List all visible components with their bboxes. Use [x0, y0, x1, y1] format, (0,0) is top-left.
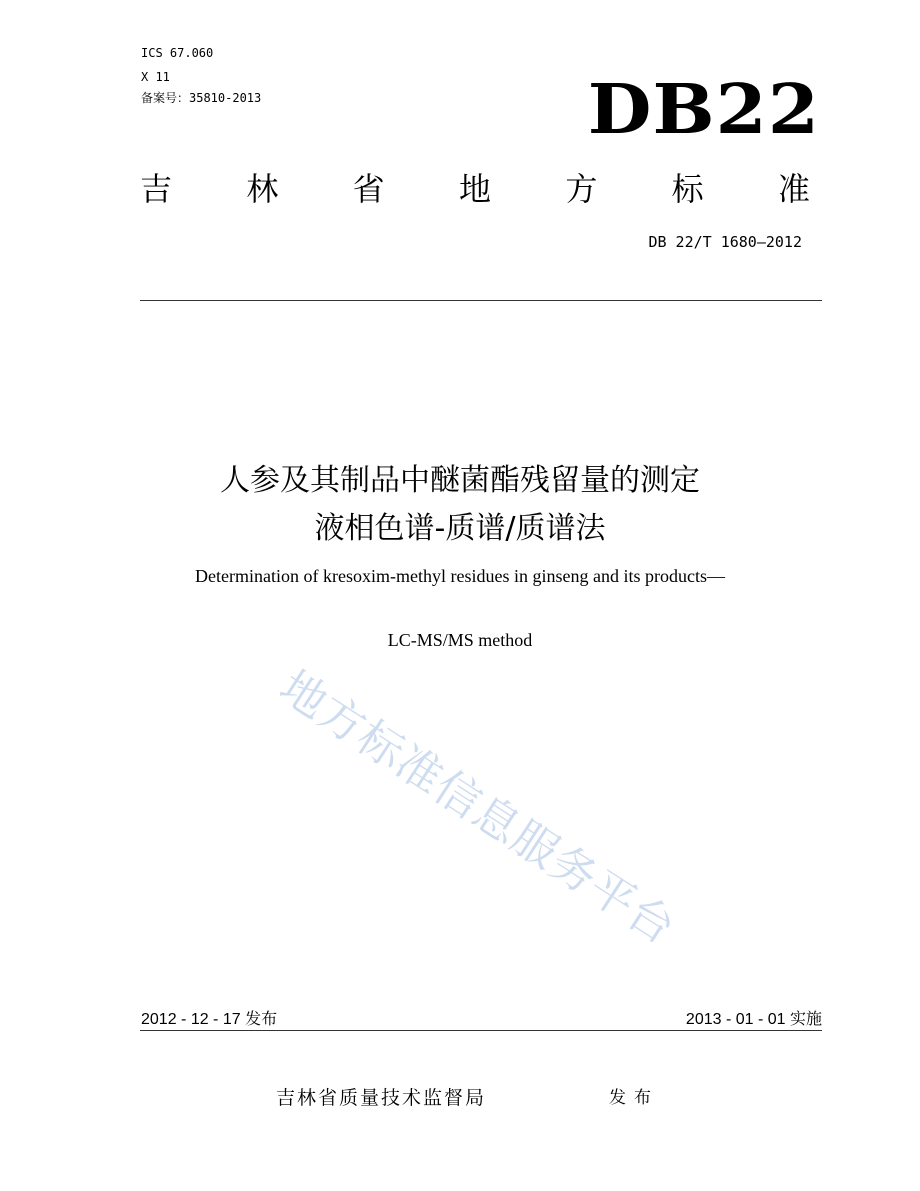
- record-number: 备案号：35810-2013: [141, 91, 262, 105]
- watermark: 地方标准信息服务平台: [270, 659, 686, 955]
- issue-date: 2012 - 12 - 17 发布: [141, 1011, 278, 1028]
- standard-number: DB 22/T 1680—2012: [648, 233, 802, 251]
- standard-type-char: 地: [458, 170, 491, 208]
- issuing-authority: 吉林省质量技术监督局: [276, 1087, 487, 1109]
- classification-code: X 11: [141, 70, 170, 84]
- header-divider: [140, 300, 822, 301]
- issue-action: 发布: [609, 1088, 659, 1108]
- title-english-line-1: Determination of kresoxim-methyl residues in ginseng and its products—: [195, 566, 725, 586]
- standard-code-logo: DB22: [587, 70, 820, 150]
- standard-type-char: 准: [777, 170, 810, 208]
- standard-type-char: 省: [352, 170, 385, 208]
- standard-type-char: 吉: [140, 170, 173, 208]
- standard-type-char: 标: [671, 170, 704, 208]
- ics-code: ICS 67.060: [141, 46, 214, 60]
- title-english-line-2: LC-MS/MS method: [387, 630, 533, 650]
- title-chinese-line-1: 人参及其制品中醚菌酯残留量的测定: [220, 463, 700, 498]
- implementation-date: 2013 - 01 - 01 实施: [685, 1011, 822, 1028]
- date-divider: [140, 1030, 822, 1031]
- standard-type-heading: [140, 165, 810, 209]
- title-chinese-line-2: 液相色谱-质谱/质谱法: [314, 511, 606, 546]
- standard-type-char: 方: [565, 170, 598, 208]
- standard-type-char: 林: [246, 170, 279, 208]
